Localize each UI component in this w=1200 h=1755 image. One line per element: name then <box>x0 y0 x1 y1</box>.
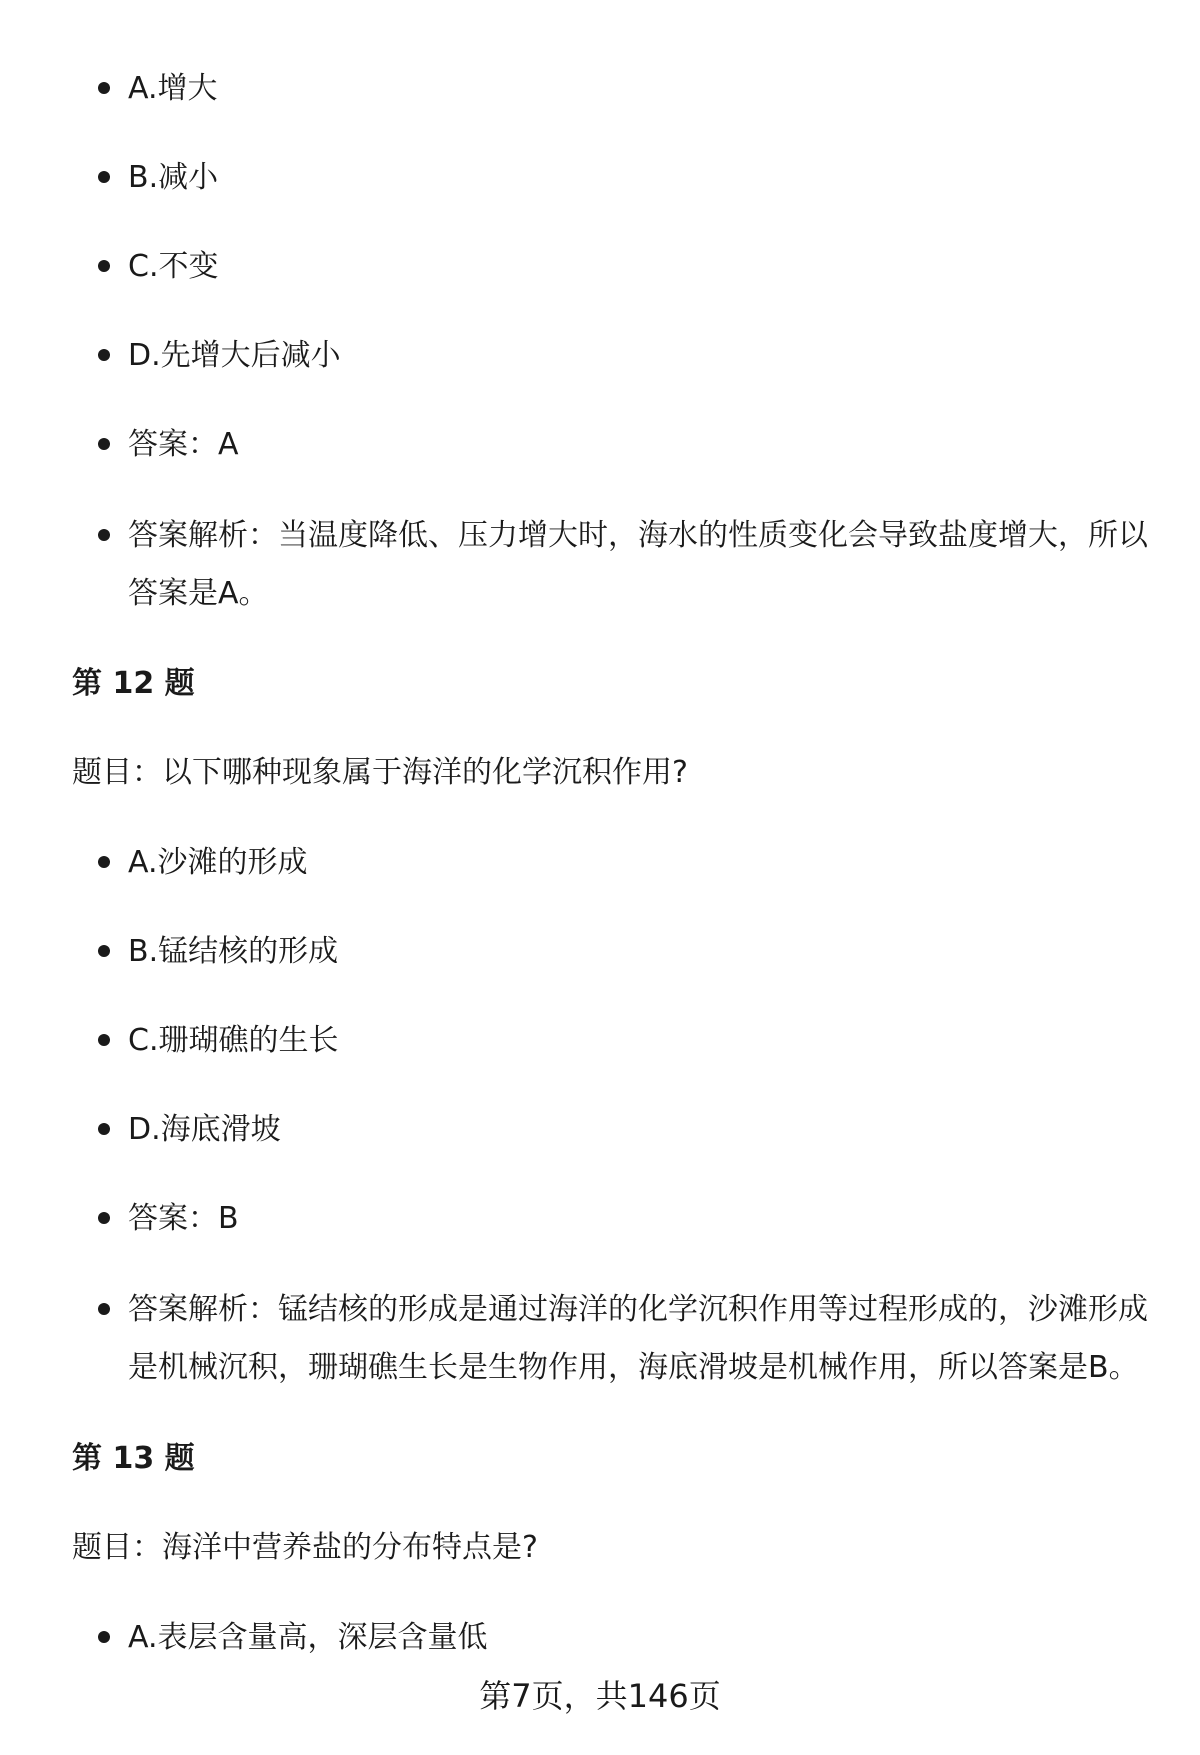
option-a: A.表层含量高，深层含量低 <box>128 1609 1148 1667</box>
answer-explanation: 答案解析：锰结核的形成是通过海洋的化学沉积作用等过程形成的，沙滩形成是机械沉积，珊瑚礁生长是生物作用，海底滑坡是机械作用，所以答案是B。 <box>128 1281 1148 1397</box>
answer-explanation: 答案解析：当温度降低、压力增大时，海水的性质变化会导致盐度增大，所以答案是A。 <box>128 507 1148 623</box>
option-d: D.先增大后减小 <box>128 327 1148 385</box>
answer: 答案：B <box>128 1190 1148 1248</box>
option-d: D.海底滑坡 <box>128 1101 1148 1159</box>
option-b: B.锰结核的形成 <box>128 923 1148 981</box>
question-13-text: 题目：海洋中营养盐的分布特点是? <box>72 1530 538 1565</box>
page-footer: 第7页，共146页 <box>479 1677 721 1715</box>
question-12-heading: 第 12 题 <box>72 666 195 701</box>
question-12-text: 题目：以下哪种现象属于海洋的化学沉积作用? <box>72 755 688 790</box>
option-a: A.沙滩的形成 <box>128 834 1148 892</box>
option-c: C.不变 <box>128 238 1148 296</box>
option-c: C.珊瑚礁的生长 <box>128 1012 1148 1070</box>
answer: 答案：A <box>128 416 1148 474</box>
question-13-heading: 第 13 题 <box>72 1441 195 1476</box>
option-b: B.减小 <box>128 149 1148 207</box>
option-a: A.增大 <box>128 60 1148 118</box>
